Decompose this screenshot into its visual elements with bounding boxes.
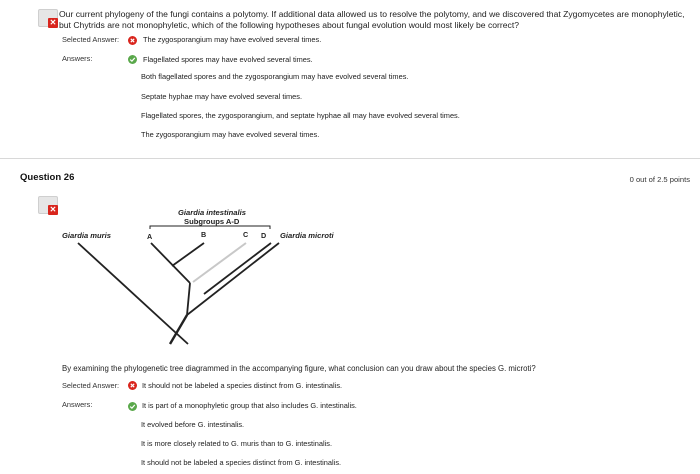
branch-D bbox=[204, 243, 271, 294]
branch-muris bbox=[78, 243, 188, 344]
answer-option: The zygosporangium may have evolved several times. bbox=[141, 130, 320, 139]
answer-option: Flagellated spores, the zygosporangium, and septate hyphae all may have evolved several times. bbox=[141, 111, 460, 120]
branch-A bbox=[151, 243, 190, 283]
prev-question-text-line2: but Chytrids are not monophyletic, which of the following hypotheses about fungal evolution would most likely be correct? bbox=[59, 20, 520, 30]
selected-answer-text: It should not be labeled a species distinct from G. intestinalis. bbox=[142, 381, 343, 390]
letter-C: C bbox=[243, 230, 249, 239]
letter-A: A bbox=[147, 232, 153, 241]
question-text: By examining the phylogenetic tree diagrammed in the accompanying figure, what conclusion can you draw about the species G. microti? bbox=[62, 364, 536, 373]
question-title: Question 26 bbox=[20, 172, 75, 183]
branch-internal bbox=[187, 283, 190, 315]
branch-B bbox=[172, 243, 204, 266]
answer-option: It is more closely related to G. muris than to G. intestinalis. bbox=[141, 439, 332, 448]
incorrect-x-icon: ✕ bbox=[49, 18, 57, 27]
correct-check-icon bbox=[128, 402, 137, 411]
points-label: 0 out of 2.5 points bbox=[629, 175, 690, 184]
label-subgroups: Subgroups A-D bbox=[184, 217, 240, 226]
answer-option: Both flagellated spores and the zygosporangium may have evolved several times. bbox=[141, 72, 409, 81]
incorrect-x-icon: ✕ bbox=[49, 205, 57, 214]
selected-answer-label: Selected Answer: bbox=[62, 381, 120, 390]
answers-label: Answers: bbox=[62, 400, 93, 409]
subgroup-bracket bbox=[150, 226, 270, 229]
selected-answer-label: Selected Answer: bbox=[62, 35, 120, 44]
answer-option: It evolved before G. intestinalis. bbox=[141, 420, 245, 429]
answer-option: Septate hyphae may have evolved several times. bbox=[141, 92, 303, 101]
prev-question-text-line1: Our current phylogeny of the fungi contains a polytomy. If additional data allowed us to resolve the polytomy, and we discovered that Zygomycetes are monophyletic, bbox=[59, 9, 685, 19]
answers-label: Answers: bbox=[62, 54, 93, 63]
label-microti: Giardia microti bbox=[280, 231, 334, 240]
incorrect-icon bbox=[128, 381, 137, 390]
letter-D: D bbox=[261, 231, 267, 240]
answer-option: It is part of a monophyletic group that also includes G. intestinalis. bbox=[142, 401, 357, 410]
label-intestinalis: Giardia intestinalis bbox=[178, 208, 246, 217]
selected-answer-text: The zygosporangium may have evolved several times. bbox=[143, 35, 322, 44]
letter-B: B bbox=[201, 230, 207, 239]
answer-option: Flagellated spores may have evolved several times. bbox=[143, 55, 313, 64]
answer-option: It should not be labeled a species distinct from G. intestinalis. bbox=[141, 458, 342, 467]
label-muris: Giardia muris bbox=[62, 231, 111, 240]
